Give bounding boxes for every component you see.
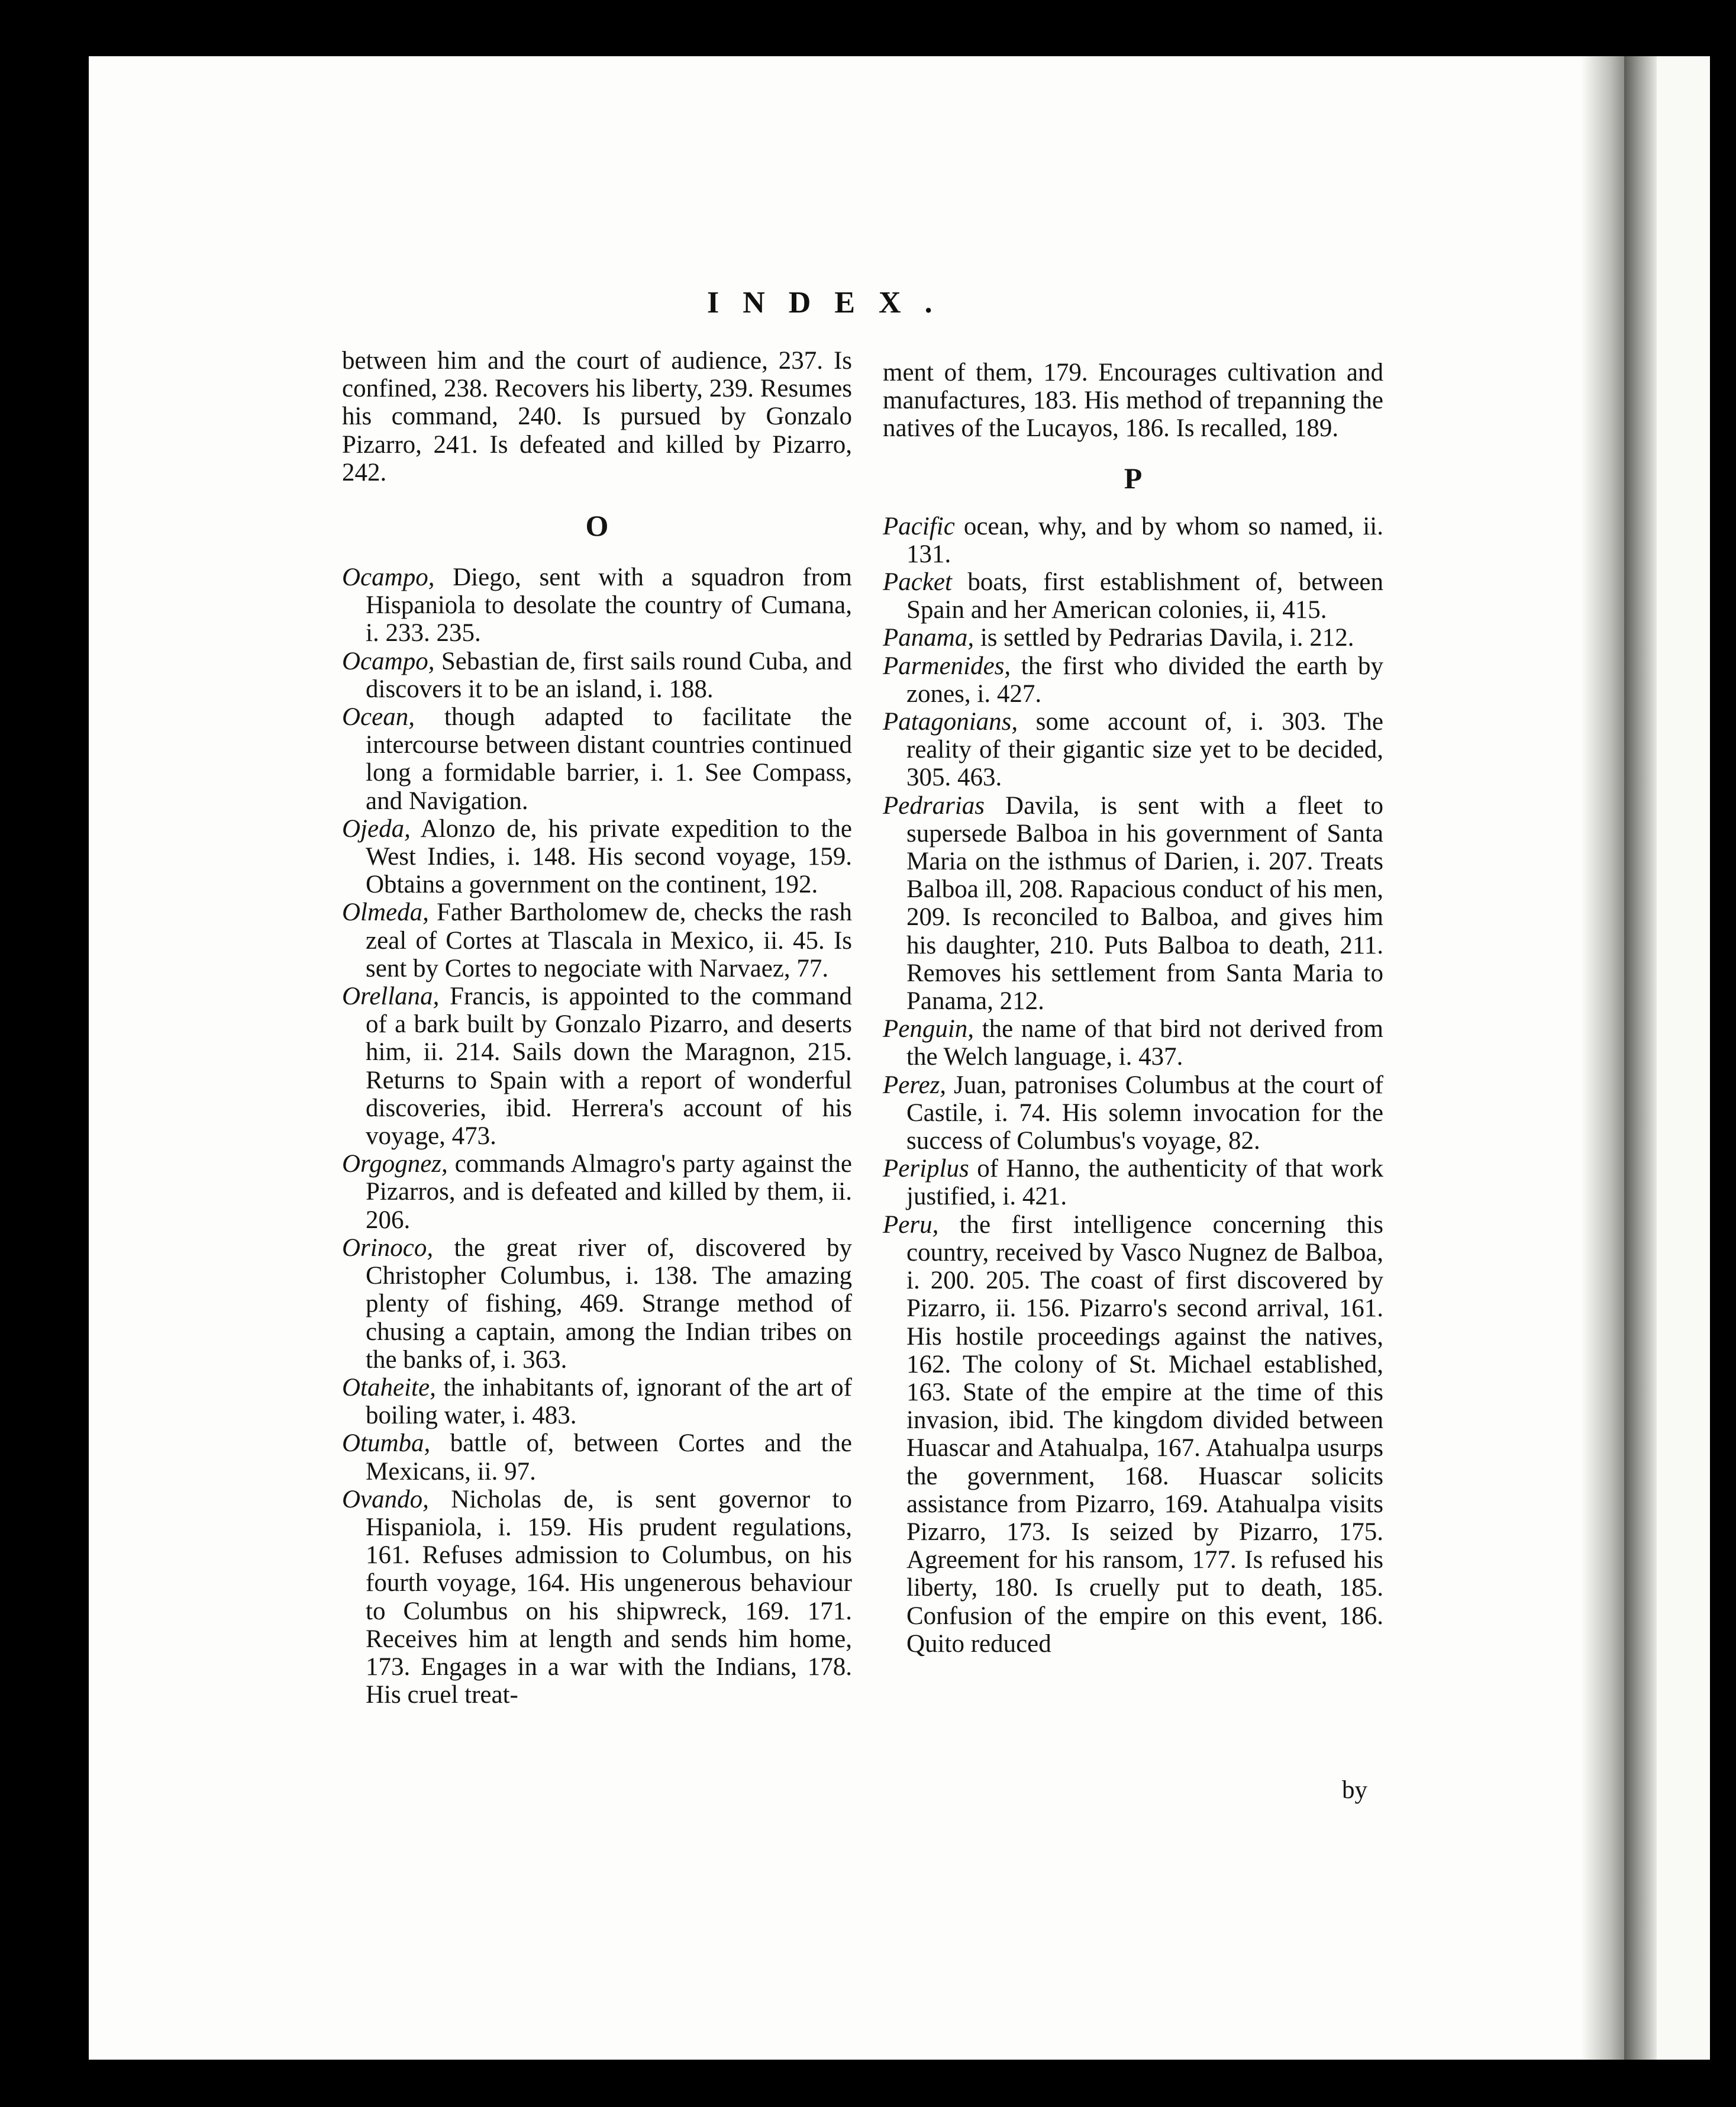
entry-head: Orinoco,: [342, 1233, 434, 1262]
entry-text: some account of, i. 303. The reality of their gigantic size yet to be decided, 305. 463.: [906, 708, 1383, 792]
entry-text: the great river of, discovered by Christopher Columbus, i. 138. The amazing plenty of fishing, 469. Strange method of chusing a captain, among the Indian tribes on the banks of, i. 363.: [366, 1233, 852, 1374]
entry-text: battle of, between Cortes and the Mexicans, ii. 97.: [366, 1429, 852, 1486]
entry-text: commands Almagro's party against the Pizarros, and is defeated and killed by them, ii. 206.: [366, 1150, 852, 1234]
entry-head: Olmeda,: [342, 898, 429, 927]
entry-head: Orgognez,: [342, 1150, 448, 1178]
entry-text: the first who divided the earth by zones, i. 427.: [906, 652, 1383, 708]
entry-head: Otumba,: [342, 1429, 431, 1458]
index-entry: [342, 703, 852, 815]
entry-text: Father Bartholomew de, checks the rash zeal of Cortes at Tlascala in Mexico, ii. 45. Is sent by Cortes to negociate with Narvaez, 77.: [366, 898, 852, 982]
entry-head: Orellana,: [342, 982, 440, 1011]
entry-head: Ovando,: [342, 1485, 429, 1513]
index-entry: [342, 1429, 852, 1485]
continuation-text: ment of them, 179. Encourages cultivation and manufactures, 183. His method of trepanning the natives of the Lucayos, 186. Is recalled, 189.: [883, 359, 1383, 443]
entry-head: Ojeda,: [342, 814, 411, 843]
entry-text: boats, first establishment of, between Spain and her American colonies, ii, 415.: [906, 568, 1383, 624]
index-entry: [883, 792, 1383, 1016]
index-entry: [883, 624, 1383, 652]
entry-head: Pedrarias: [883, 791, 985, 820]
entry-head: Parmenides,: [883, 652, 1011, 680]
index-column-right: [883, 359, 1383, 1658]
entry-text: the first intelligence concerning this country, received by Vasco Nugnez de Balboa, i. 200. 205. The coast of first discovered by Pizarro, ii. 156. Pizarro's second arrival, 161. His hostile proceedings against the natives, 162. The colony of St. Michael established, 163. State of the empire at the time of this invasion, ibid. The kingdom divided between Huascar and Atahualpa, 167. Atahualpa usurps the government, 168. Huascar solicits assistance from Pizarro, 169. Atahualpa visits Pizarro, 173. Is seized by Pizarro, 175. Agreement for his ransom, 177. Is refused his liberty, 180. Is cruelly put to death, 185. Confusion of the empire on this event, 186. Quito reduced: [906, 1210, 1383, 1658]
entry-text: though adapted to facilitate the intercourse between distant countries continued long a formidable barrier, i. 1. See Compass, and Navigation.: [366, 703, 852, 815]
index-entry: [342, 647, 852, 703]
entry-head: Pacific: [883, 512, 955, 540]
index-entry: [883, 1211, 1383, 1658]
entry-text: Sebastian de, first sails round Cuba, and discovers it to be an island, i. 188.: [366, 647, 852, 703]
index-entry: [342, 815, 852, 899]
entry-head: Penguin,: [883, 1015, 975, 1043]
entry-head: Periplus: [883, 1155, 969, 1183]
entry-text: Davila, is sent with a fleet to supersede Balboa in his government of Santa Maria on the isthmus of Darien, i. 207. Treats Balboa ill, 208. Rapacious conduct of his men, 209. Is reconciled to Balboa, and gives him his daughter, 210. Puts Balboa to death, 211. Removes his settlement from Santa Maria to Panama, 212.: [906, 791, 1383, 1016]
index-entry: [342, 898, 852, 982]
entry-text: Juan, patronises Columbus at the court of Castile, i. 74. His solemn invocation for the success of Columbus's voyage, 82.: [906, 1071, 1383, 1155]
entry-head: Panama,: [883, 624, 975, 652]
entry-head: Patagonians,: [883, 708, 1018, 736]
book-page: [89, 56, 1636, 2060]
index-entry: [342, 982, 852, 1150]
section-letter-p: P: [1124, 461, 1143, 495]
catchword: by: [1342, 1776, 1367, 1804]
index-entry: [883, 1155, 1383, 1210]
entry-head: Peru,: [883, 1210, 939, 1239]
entry-head: Packet: [883, 568, 952, 597]
index-entry: [883, 1015, 1383, 1071]
entry-text: the name of that bird not derived from the Welch language, i. 437.: [906, 1015, 1383, 1071]
entry-head: Ocampo,: [342, 563, 435, 592]
entry-head: Ocampo,: [342, 647, 435, 675]
entry-text: is settled by Pedrarias Davila, i. 212.: [974, 624, 1354, 652]
entry-text: ocean, why, and by whom so named, ii. 131.: [906, 512, 1383, 568]
entry-head: Ocean,: [342, 703, 415, 732]
page-title: INDEX.: [707, 286, 956, 320]
entry-head: Perez,: [883, 1071, 947, 1099]
index-entry: [883, 568, 1383, 624]
entry-text: of Hanno, the authenticity of that work justified, i. 421.: [906, 1155, 1383, 1211]
index-entry: [883, 513, 1383, 568]
index-entry: [883, 1071, 1383, 1155]
continuation-text: between him and the court of audience, 237. Is confined, 238. Recovers his liberty, 239. Resumes his command, 240. Is pursued by Gonzalo Pizarro, 241. Is defeated and killed by Pizarro, 242.: [342, 347, 852, 487]
section-letter-o: O: [585, 509, 609, 543]
index-entry: [883, 708, 1383, 792]
entry-text: Francis, is appointed to the command of a bark built by Gonzalo Pizarro, and deserts him, ii. 214. Sails down the Maragnon, 215. Returns to Spain with a report of wonderful discoveries, ibid. Herrera's account of his voyage, 473.: [366, 982, 852, 1151]
index-entry: [342, 1374, 852, 1429]
entry-text: Nicholas de, is sent governor to Hispaniola, i. 159. His prudent regulations, 161. Refuses admission to Columbus, on his fourth voyage, 164. His ungenerous behaviour to Columbus on his shipwreck, 169. 171. Receives him at length and sends him home, 173. Engages in a war with the Indians, 178. His cruel treat-: [366, 1485, 852, 1709]
entry-text: Diego, sent with a squadron from Hispaniola to desolate the country of Cumana, i. 233. 235.: [366, 563, 852, 647]
entry-head: Otaheite,: [342, 1373, 436, 1402]
index-entry: [342, 1150, 852, 1234]
index-entry: [883, 652, 1383, 708]
index-entry: [342, 563, 852, 647]
index-entry: [342, 1234, 852, 1374]
entry-text: the inhabitants of, ignorant of the art of boiling water, i. 483.: [366, 1373, 852, 1430]
adjacent-page-edge: [1624, 56, 1710, 2060]
entry-text: Alonzo de, his private expedition to the West Indies, i. 148. His second voyage, 159. Obtains a government on the continent, 192.: [366, 814, 852, 899]
index-entry: [342, 1486, 852, 1709]
index-column-left: [342, 347, 852, 1709]
